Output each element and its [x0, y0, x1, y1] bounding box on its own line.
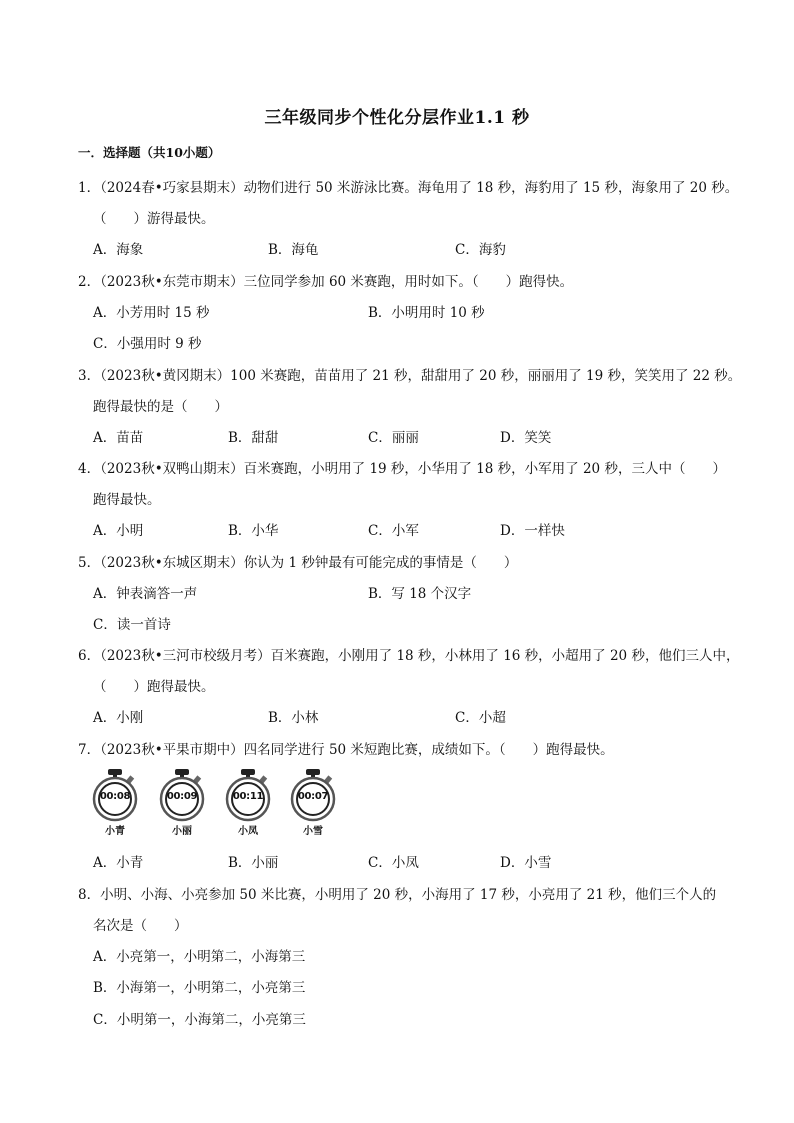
q3-option-d: D．笑笑	[500, 430, 552, 446]
question-8-stem-cont: 名次是（ ）	[93, 918, 188, 934]
stopwatch-4	[290, 768, 336, 837]
stopwatch-figure	[92, 768, 352, 837]
stopwatch-name: 小雪	[303, 826, 323, 837]
q2-option-c: C．小强用时 9 秒	[93, 336, 202, 352]
question-7-stem: 7．（2023秋•平果市期中）四名同学进行 50 米短跑比赛，成绩如下。（ ）跑得最快。	[78, 742, 614, 758]
stopwatch-name: 小青	[105, 826, 125, 837]
q7-option-d: D．小雪	[500, 855, 552, 871]
question-6-stem-cont: （ ）跑得最快。	[93, 679, 215, 695]
q6-option-c: C．小超	[455, 710, 506, 726]
question-3-stem: 3．（2023秋•黄冈期末）100 米赛跑，苗苗用了 21 秒，甜甜用了 20 秒，丽丽用了 19 秒，笑笑用了 22 秒。	[78, 368, 742, 384]
stopwatch-2	[159, 768, 205, 837]
q3-option-c: C．丽丽	[368, 430, 419, 446]
q8-option-b: B．小海第一，小明第二，小亮第三	[93, 980, 306, 996]
stopwatch-time: 00:09	[166, 791, 198, 802]
q6-option-a: A．小刚	[93, 710, 144, 726]
stopwatch-name: 小丽	[172, 826, 192, 837]
question-8-stem: 8．小明、小海、小亮参加 50 米比赛，小明用了 20 秒，小海用了 17 秒，小亮用了 21 秒，他们三个人的	[78, 887, 717, 903]
question-3-stem-cont: 跑得最快的是（ ）	[93, 399, 228, 415]
stopwatch-time: 00:07	[297, 791, 329, 802]
q1-option-c: C．海豹	[455, 242, 506, 258]
q7-option-a: A．小青	[93, 855, 144, 871]
q8-option-c: C．小明第一，小海第二，小亮第三	[93, 1012, 306, 1028]
q7-option-c: C．小凤	[368, 855, 419, 871]
question-2-stem: 2．（2023秋•东莞市期末）三位同学参加 60 米赛跑，用时如下。（ ）跑得快。	[78, 274, 574, 290]
q4-option-b: B．小华	[228, 523, 279, 539]
q2-option-b: B．小明用时 10 秒	[368, 305, 485, 321]
question-4-stem: 4．（2023秋•双鸭山期末）百米赛跑，小明用了 19 秒，小华用了 18 秒，小军用了 20 秒，三人中（ ）	[78, 461, 726, 477]
question-1-stem-cont: （ ）游得最快。	[93, 211, 215, 227]
q5-option-b: B．写 18 个汉字	[368, 586, 472, 602]
q4-option-d: D．一样快	[500, 523, 565, 539]
q1-option-a: A．海象	[93, 242, 144, 258]
question-6-stem: 6．（2023秋•三河市校级月考）百米赛跑，小刚用了 18 秒，小林用了 16 秒，小超用了 20 秒，他们三人中，	[78, 648, 740, 664]
question-5-stem: 5．（2023秋•东城区期末）你认为 1 秒钟最有可能完成的事情是（ ）	[78, 555, 518, 571]
q3-option-a: A．苗苗	[93, 430, 144, 446]
q1-option-b: B．海龟	[268, 242, 319, 258]
section-heading: 一．选择题（共10小题）	[78, 145, 221, 160]
q7-option-b: B．小丽	[228, 855, 279, 871]
q4-option-c: C．小军	[368, 523, 419, 539]
stopwatch-3	[225, 768, 271, 837]
q5-option-a: A．钟表滴答一声	[93, 586, 198, 602]
page-title: 三年级同步个性化分层作业1.1 秒	[264, 108, 530, 128]
question-1-stem: 1．（2024春•巧家县期末）动物们进行 50 米游泳比赛。海龟用了 18 秒，海豹用了 15 秒，海象用了 20 秒。	[78, 180, 739, 196]
q2-option-a: A．小芳用时 15 秒	[93, 305, 210, 321]
q6-option-b: B．小林	[268, 710, 319, 726]
stopwatch-time: 00:08	[99, 791, 131, 802]
q4-option-a: A．小明	[93, 523, 144, 539]
q5-option-c: C．读一首诗	[93, 617, 171, 633]
question-4-stem-cont: 跑得最快。	[93, 492, 161, 508]
stopwatch-name: 小凤	[238, 826, 258, 837]
q3-option-b: B．甜甜	[228, 430, 279, 446]
stopwatch-time: 00:11	[232, 791, 264, 802]
q8-option-a: A．小亮第一，小明第二，小海第三	[93, 949, 306, 965]
stopwatch-1	[92, 768, 138, 837]
